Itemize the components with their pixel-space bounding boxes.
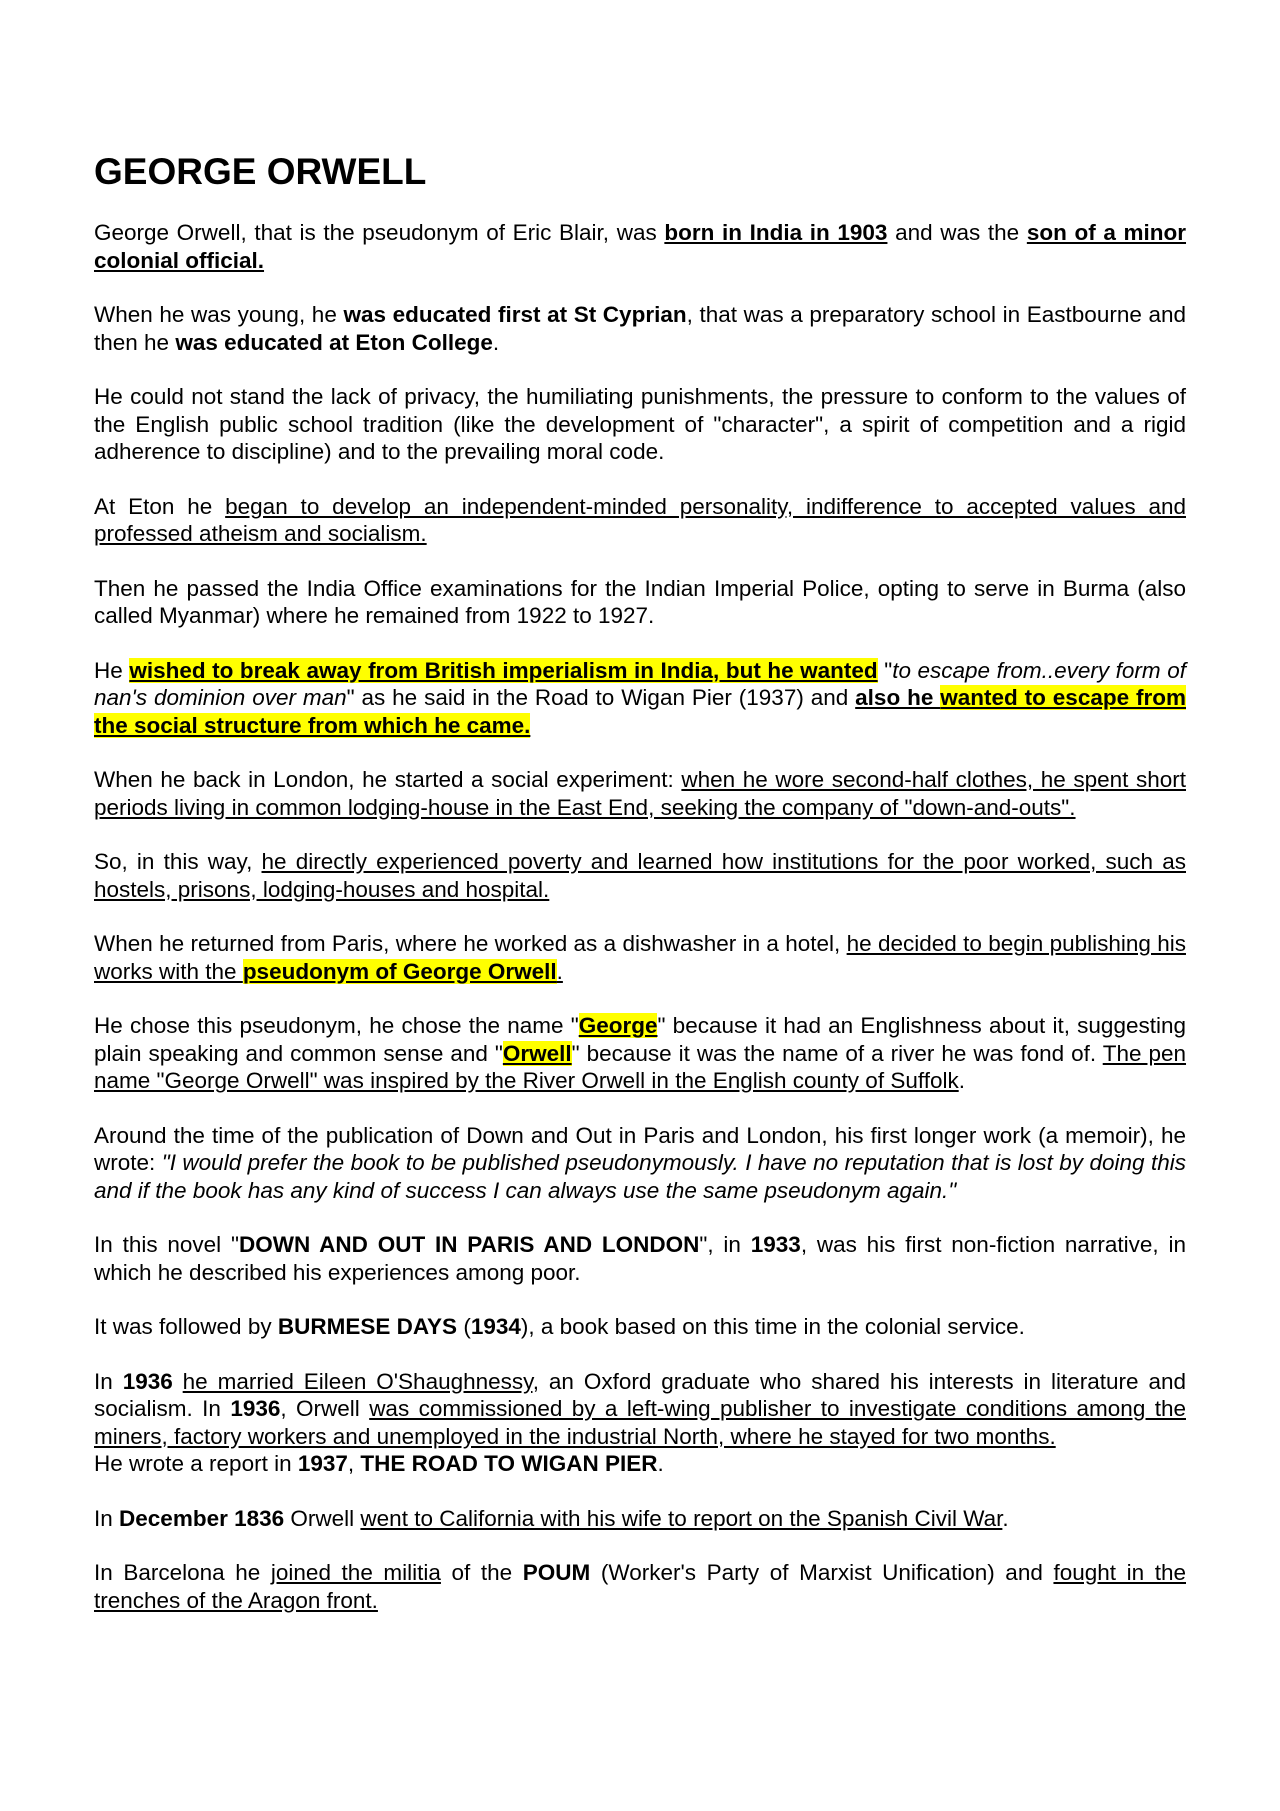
highlighted-text: wished to break away from British imperialism in India, but he wanted xyxy=(129,657,878,683)
text-run: . xyxy=(657,1451,664,1476)
text-run: Then he passed the India Office examinations for the Indian Imperial Police, opting to serve in Burma (also called Myanmar) where he remained from 1922 to 1927. xyxy=(94,575,1186,628)
paragraph xyxy=(94,848,1186,903)
paragraph xyxy=(94,1313,1186,1341)
text-run: , that was a preparatory school in Eastbourne and then he xyxy=(94,302,1186,355)
text-run: " xyxy=(877,657,893,683)
text-run: of the xyxy=(440,1560,523,1585)
text-run: Orwell xyxy=(284,1505,361,1531)
text-run: In Barcelona he xyxy=(94,1560,271,1585)
text-run: POUM xyxy=(522,1560,591,1585)
text-run: December 1836 xyxy=(119,1505,285,1531)
text-run: also he xyxy=(855,685,941,710)
highlighted-text: wanted to escape from the social structure from which he came. xyxy=(94,685,1186,738)
paragraph xyxy=(94,1231,1186,1286)
text-run: BURMESE DAYS xyxy=(277,1314,458,1339)
text-run: when he wore second-half clothes, he spent short periods living in common lodging-house in the East End, seeking the company of "down-and-outs". xyxy=(94,767,1186,820)
document-title: GEORGE ORWELL xyxy=(94,151,427,192)
paragraph xyxy=(94,575,1186,630)
text-run: joined the militia xyxy=(270,1560,441,1585)
text-run: ", in xyxy=(699,1232,751,1257)
text-run: was educated at Eton College xyxy=(175,329,493,355)
text-run: "I would prefer the book to be published pseudonymously. I have no reputation that is lost by doing this and if the book has any kind of success I can always use the same pseudonym again." xyxy=(94,1150,1186,1203)
text-run: At Eton he xyxy=(94,493,226,519)
text-run: to escape from..every form of nan's dominion over man xyxy=(94,657,1186,710)
text-run: THE ROAD TO WIGAN PIER xyxy=(360,1451,658,1476)
text-run: ( xyxy=(457,1314,471,1339)
text-run: . xyxy=(1002,1505,1009,1531)
document-body xyxy=(94,219,1186,1614)
paragraph xyxy=(94,1368,1186,1478)
paragraph xyxy=(94,1122,1186,1205)
text-run: was commissioned by a left-wing publisher to investigate conditions among the miners, factory workers and unemployed in the industrial North, where he stayed for two months. xyxy=(94,1396,1186,1449)
text-run: " because it had an Englishness about it, suggesting plain speaking and common sense and " xyxy=(94,1013,1187,1066)
text-run: DOWN AND OUT IN PARIS AND LONDON xyxy=(238,1232,700,1257)
text-run: George Orwell, that is the pseudonym of Eric Blair, was xyxy=(94,220,665,245)
document-page xyxy=(94,150,1186,1614)
text-run: , was his first non-fiction narrative, in which he described his experiences among poor. xyxy=(94,1232,1186,1285)
text-run: he married Eileen O'Shaughnessy, xyxy=(182,1368,539,1394)
text-run: When he back in London, he started a social experiment: xyxy=(94,767,682,792)
text-run: . xyxy=(556,958,563,984)
text-run: (Worker's Party of Marxist Unification) and xyxy=(590,1560,1054,1585)
text-run: In xyxy=(94,1368,123,1394)
text-run: When he was young, he xyxy=(94,302,344,327)
text-run: 1936 xyxy=(230,1396,281,1421)
text-run: So, in this way, xyxy=(94,849,262,874)
text-run xyxy=(173,1369,183,1394)
text-run: he decided to begin publishing his works with the xyxy=(94,931,1186,984)
text-run: and was the xyxy=(887,220,1027,245)
paragraph xyxy=(94,1505,1186,1533)
text-run: " as he said in the Road to Wigan Pier (1937) and xyxy=(346,685,856,710)
text-run: . xyxy=(492,329,500,355)
text-run: " because it was the name of a river he was fond of. xyxy=(571,1040,1103,1066)
text-run: . xyxy=(958,1068,965,1093)
text-run: He xyxy=(94,657,130,683)
text-run: 1936 xyxy=(122,1368,173,1394)
text-run: When he returned from Paris, where he worked as a dishwasher in a hotel, xyxy=(94,931,847,956)
text-run: , xyxy=(347,1451,361,1476)
highlighted-text: Orwell xyxy=(502,1040,572,1066)
text-run: born in India in 1903 xyxy=(664,220,888,245)
paragraph xyxy=(94,383,1186,466)
text-run: He wrote a report in xyxy=(94,1451,298,1476)
text-run: son of a minor colonial official. xyxy=(94,220,1187,273)
paragraph xyxy=(94,301,1186,356)
paragraph xyxy=(94,219,1186,274)
text-run: went to California with his wife to report on the Spanish Civil War xyxy=(360,1505,1003,1531)
paragraph xyxy=(94,1012,1186,1095)
paragraph xyxy=(94,657,1186,740)
text-run: It was followed by xyxy=(94,1314,278,1339)
text-run: he directly experienced poverty and learned how institutions for the poor worked, such as hostels, prisons, lodging-houses and hospital. xyxy=(94,849,1186,902)
text-run: He could not stand the lack of privacy, the humiliating punishments, the pressure to conform to the values of the English public school tradition (like the development of "character", a spirit of competition and a rigid adherence to discipline) and to the prevailing moral code. xyxy=(94,384,1186,464)
text-run: Around the time of the publication of Down and Out in Paris and London, his first longer work (a memoir), he wrote: xyxy=(94,1122,1186,1175)
text-run: fought in the trenches of the Aragon front. xyxy=(94,1560,1186,1613)
text-run: ), a book based on this time in the colonial service. xyxy=(520,1314,1025,1339)
text-run: 1937 xyxy=(297,1451,348,1476)
text-run: an Oxford graduate who shared his interests in literature and socialism. In xyxy=(94,1368,1186,1421)
text-run: began to develop an independent-minded personality, indifference to accepted values and professed atheism and socialism. xyxy=(94,493,1186,546)
paragraph xyxy=(94,930,1186,985)
text-run: He chose this pseudonym, he chose the name " xyxy=(94,1013,579,1038)
highlighted-text: George xyxy=(578,1013,658,1038)
highlighted-text: pseudonym of George Orwell xyxy=(242,958,557,984)
paragraph xyxy=(94,493,1186,548)
text-run: 1934 xyxy=(470,1314,521,1339)
paragraph xyxy=(94,1559,1186,1614)
text-run: In this novel " xyxy=(94,1232,239,1257)
text-run: , Orwell xyxy=(280,1396,370,1421)
paragraph xyxy=(94,766,1186,821)
text-run: The pen name "George Orwell" was inspired by the River Orwell in the English county of Suffolk xyxy=(94,1040,1187,1093)
text-run: was educated first at St Cyprian xyxy=(343,302,687,327)
text-run: 1933 xyxy=(750,1232,801,1257)
text-run: In xyxy=(94,1505,120,1531)
